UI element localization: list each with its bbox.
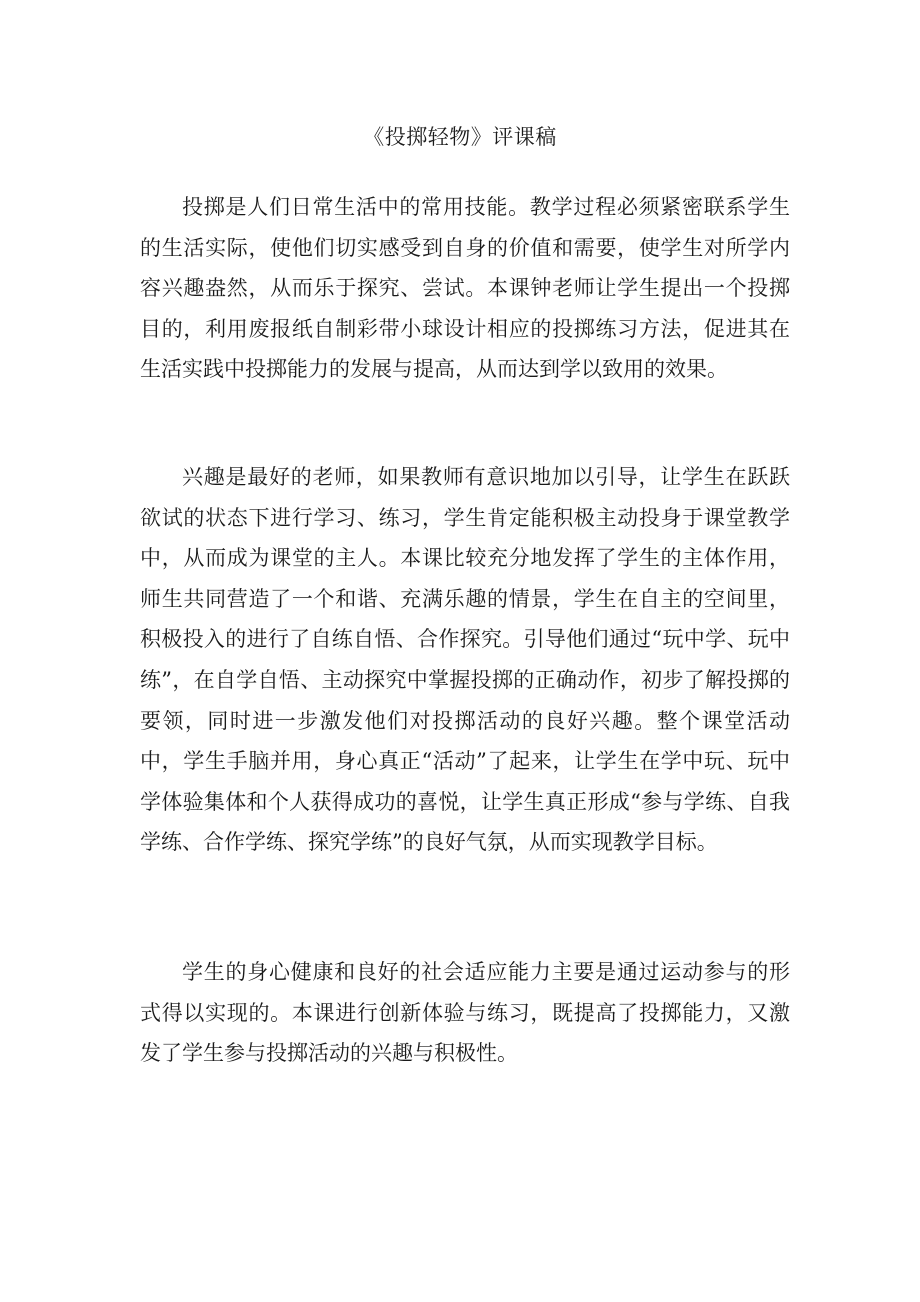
paragraph-3: 学生的身心健康和良好的社会适应能力主要是通过运动参与的形式得以实现的。本课进行创新体验与练习，既提高了投掷能力，又激发了学生参与投掷活动的兴趣与积极性。 — [140, 960, 790, 1066]
paragraph-2: 兴趣是最好的老师，如果教师有意识地加以引导，让学生在跃跃欲试的状态下进行学习、练习，学生肯定能积极主动投身于课堂教学中，从而成为课堂的主人。本课比较充分地发挥了学生的主体作用，师生共同营造了一个和谐、充满乐趣的情景，学生在自主的空间里，积极投入的进行了自练自悟、合作探究。引导他们通过“玩中学、玩中练”，在自学自悟、主动探究中掌握投掷的正确动作，初步了解投掷的要领，同时进一步激发他们对投掷活动的良好兴趣。整个课堂活动中，学生手脑并用，身心真正“活动”了起来，让学生在学中玩、玩中学体验集体和个人获得成功的喜悦，让学生真正形成“参与学练、自我学练、合作学练、探究学练”的良好气氛，从而实现教学目标。 — [140, 465, 790, 855]
paragraph-1: 投掷是人们日常生活中的常用技能。教学过程必须紧密联系学生的生活实际，使他们切实感受到自身的价值和需要，使学生对所学内容兴趣盎然，从而乐于探究、尝试。本课钟老师让学生提出一个投掷目的，利用废报纸自制彩带小球设计相应的投掷练习方法，促进其在生活实践中投掷能力的发展与提高，从而达到学以致用的效果。 — [140, 195, 790, 382]
document-title: 《投掷轻物》评课稿 — [363, 125, 557, 149]
